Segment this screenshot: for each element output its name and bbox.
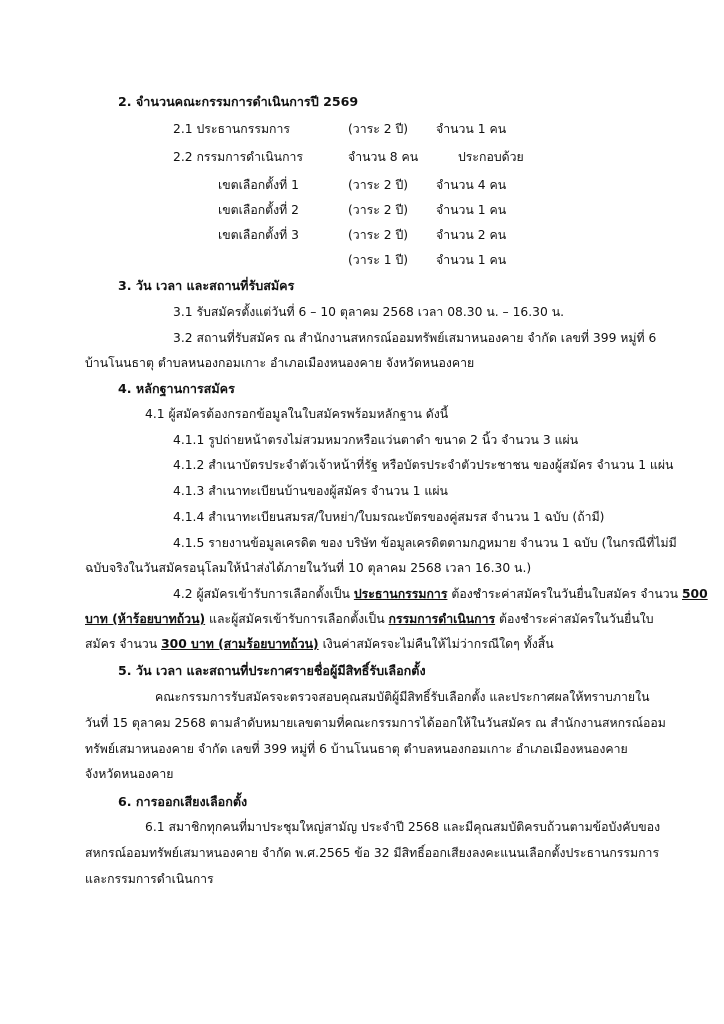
section-6-heading: 6. การออกเสียงเลือกตั้ง [118, 794, 248, 809]
committee-row-district-1 [0, 178, 724, 194]
text: สมัคร จำนวน [85, 637, 162, 651]
executive-emphasis: กรรมการดำเนินการ [388, 612, 496, 626]
section-4-1-3: 4.1.3 สำเนาทะเบียนบ้านของผู้สมัคร จำนวน 1 แผ่น [173, 484, 448, 498]
row-term: (วาระ 2 ปี) [348, 228, 409, 242]
row-label: เขตเลือกตั้งที่ 2 [218, 203, 299, 217]
section-4-1: 4.1 ผู้สมัครต้องกรอกข้อมูลในใบสมัครพร้อมหลักฐาน ดังนี้ [145, 407, 449, 421]
row-label: 2.1 ประธานกรรมการ [173, 122, 291, 136]
row-count: จำนวน 4 คน [436, 178, 507, 192]
section-4-1-4: 4.1.4 สำเนาทะเบียนสมรส/ใบหย่า/ใบมรณะบัตรของคู่สมรส จำนวน 1 ฉบับ (ถ้ามี) [173, 510, 605, 524]
row-label: เขตเลือกตั้งที่ 1 [218, 178, 299, 192]
row-count: จำนวน 1 คน [436, 203, 507, 217]
row-term: (วาระ 2 ปี) [348, 178, 409, 192]
section-6-line-3: และกรรมการดำเนินการ [85, 872, 214, 886]
section-5-heading: 5. วัน เวลา และสถานที่ประกาศรายชื่อผู้มีสิทธิ์รับเลือกตั้ง [118, 663, 426, 678]
row-label: 2.2 กรรมการดำเนินการ [173, 150, 304, 164]
row-term: (วาระ 1 ปี) [348, 253, 409, 267]
section-5-line-3: ทรัพย์เสมาหนองคาย จำกัด เลขที่ 399 หมู่ที่ 6 บ้านโนนธาตุ ตำบลหนองกอมเกาะ อำเภอเมืองหนองคาย [85, 742, 628, 756]
section-4-heading: 4. หลักฐานการสมัคร [118, 381, 235, 396]
section-2-heading: 2. จำนวนคณะกรรมการดำเนินการปี 2569 [118, 94, 359, 109]
section-4-2-line-2 [85, 612, 654, 627]
section-4-1-1: 4.1.1 รูปถ่ายหน้าตรงไม่สวมหมวกหรือแว่นตาดำ ขนาด 2 นิ้ว จำนวน 3 แผ่น [173, 433, 579, 447]
section-5-line-2: วันที่ 15 ตุลาคม 2568 ตามลำดับหมายเลขตามที่คณะกรรมการได้ออกให้ในวันสมัคร ณ สำนักงานสหกรณ์ออม [85, 716, 666, 730]
section-4-2-line-3 [85, 637, 554, 652]
section-5-line-1: คณะกรรมการรับสมัครจะตรวจสอบคุณสมบัติผู้มีสิทธิ์รับเลือกตั้ง และประกาศผลให้ทราบภายใน [155, 690, 650, 704]
section-3-2-line-1: 3.2 สถานที่รับสมัคร ณ สำนักงานสหกรณ์ออมทรัพย์เสมาหนองคาย จำกัด เลขที่ 399 หมู่ที่ 6 [173, 331, 657, 345]
section-3-1: 3.1 รับสมัครตั้งแต่วันที่ 6 – 10 ตุลาคม 2568 เวลา 08.30 น. – 16.30 น. [173, 305, 565, 319]
committee-row-chairman [0, 122, 724, 138]
row-count: จำนวน 1 คน [436, 253, 507, 267]
fee-300-emphasis: 300 บาท (สามร้อยบาทถ้วน) [161, 637, 319, 651]
row-term: (วาระ 2 ปี) [348, 203, 409, 217]
section-3-heading: 3. วัน เวลา และสถานที่รับสมัคร [118, 278, 295, 293]
text: ต้องชำระค่าสมัครในวันยื่นใบสมัคร จำนวน [447, 587, 682, 601]
text: และผู้สมัครเข้ารับการเลือกตั้งเป็น [205, 612, 389, 626]
section-5-line-4: จังหวัดหนองคาย [85, 767, 174, 781]
section-6-line-1: 6.1 สมาชิกทุกคนที่มาประชุมใหญ่สามัญ ประจำปี 2568 และมีคุณสมบัติครบถ้วนตามข้อบังคับของ [145, 820, 661, 834]
fee-500-emphasis: 500 [682, 587, 708, 601]
row-label: เขตเลือกตั้งที่ 3 [218, 228, 299, 242]
text: 4.2 ผู้สมัครเข้ารับการเลือกตั้งเป็น [173, 587, 354, 601]
committee-row-executive [0, 150, 724, 166]
section-4-1-5-line-2: ฉบับจริงในวันสมัครอนุโลมให้นำส่งได้ภายในวันที่ 10 ตุลาคม 2568 เวลา 16.30 น.) [85, 561, 532, 575]
committee-row-district-3-extra [0, 253, 724, 269]
section-6-line-2: สหกรณ์ออมทรัพย์เสมาหนองคาย จำกัด พ.ศ.2565 ข้อ 32 มีสิทธิ์ออกเสียงลงคะแนนเลือกตั้งประธานกรรมการ [85, 846, 660, 860]
section-4-2-line-1 [173, 587, 708, 602]
section-4-1-5-line-1: 4.1.5 รายงานข้อมูลเครดิต ของ บริษัท ข้อมูลเครดิตตามกฎหมาย จำนวน 1 ฉบับ (ในกรณีที่ไม่มี [173, 536, 677, 550]
chairman-emphasis: ประธานกรรมการ [353, 587, 448, 601]
committee-row-district-2 [0, 203, 724, 219]
text: ต้องชำระค่าสมัครในวันยื่นใบ [495, 612, 654, 626]
section-4-1-2: 4.1.2 สำเนาบัตรประจำตัวเจ้าหน้าที่รัฐ หรือบัตรประจำตัวประชาชน ของผู้สมัคร จำนวน 1 แผ่น [173, 458, 674, 472]
row-note: ประกอบด้วย [458, 150, 524, 164]
row-count: จำนวน 2 คน [436, 228, 507, 242]
row-term: (วาระ 2 ปี) [348, 122, 409, 136]
fee-500-words-emphasis: บาท (ห้าร้อยบาทถ้วน) [85, 612, 206, 626]
row-count: จำนวน 8 คน [348, 150, 419, 164]
row-count: จำนวน 1 คน [436, 122, 507, 136]
committee-row-district-3 [0, 228, 724, 244]
text: เงินค่าสมัครจะไม่คืนให้ไม่ว่ากรณีใดๆ ทั้งสิ้น [318, 637, 554, 651]
section-3-2-line-2: บ้านโนนธาตุ ตำบลหนองกอมเกาะ อำเภอเมืองหนองคาย จังหวัดหนองคาย [85, 356, 475, 370]
